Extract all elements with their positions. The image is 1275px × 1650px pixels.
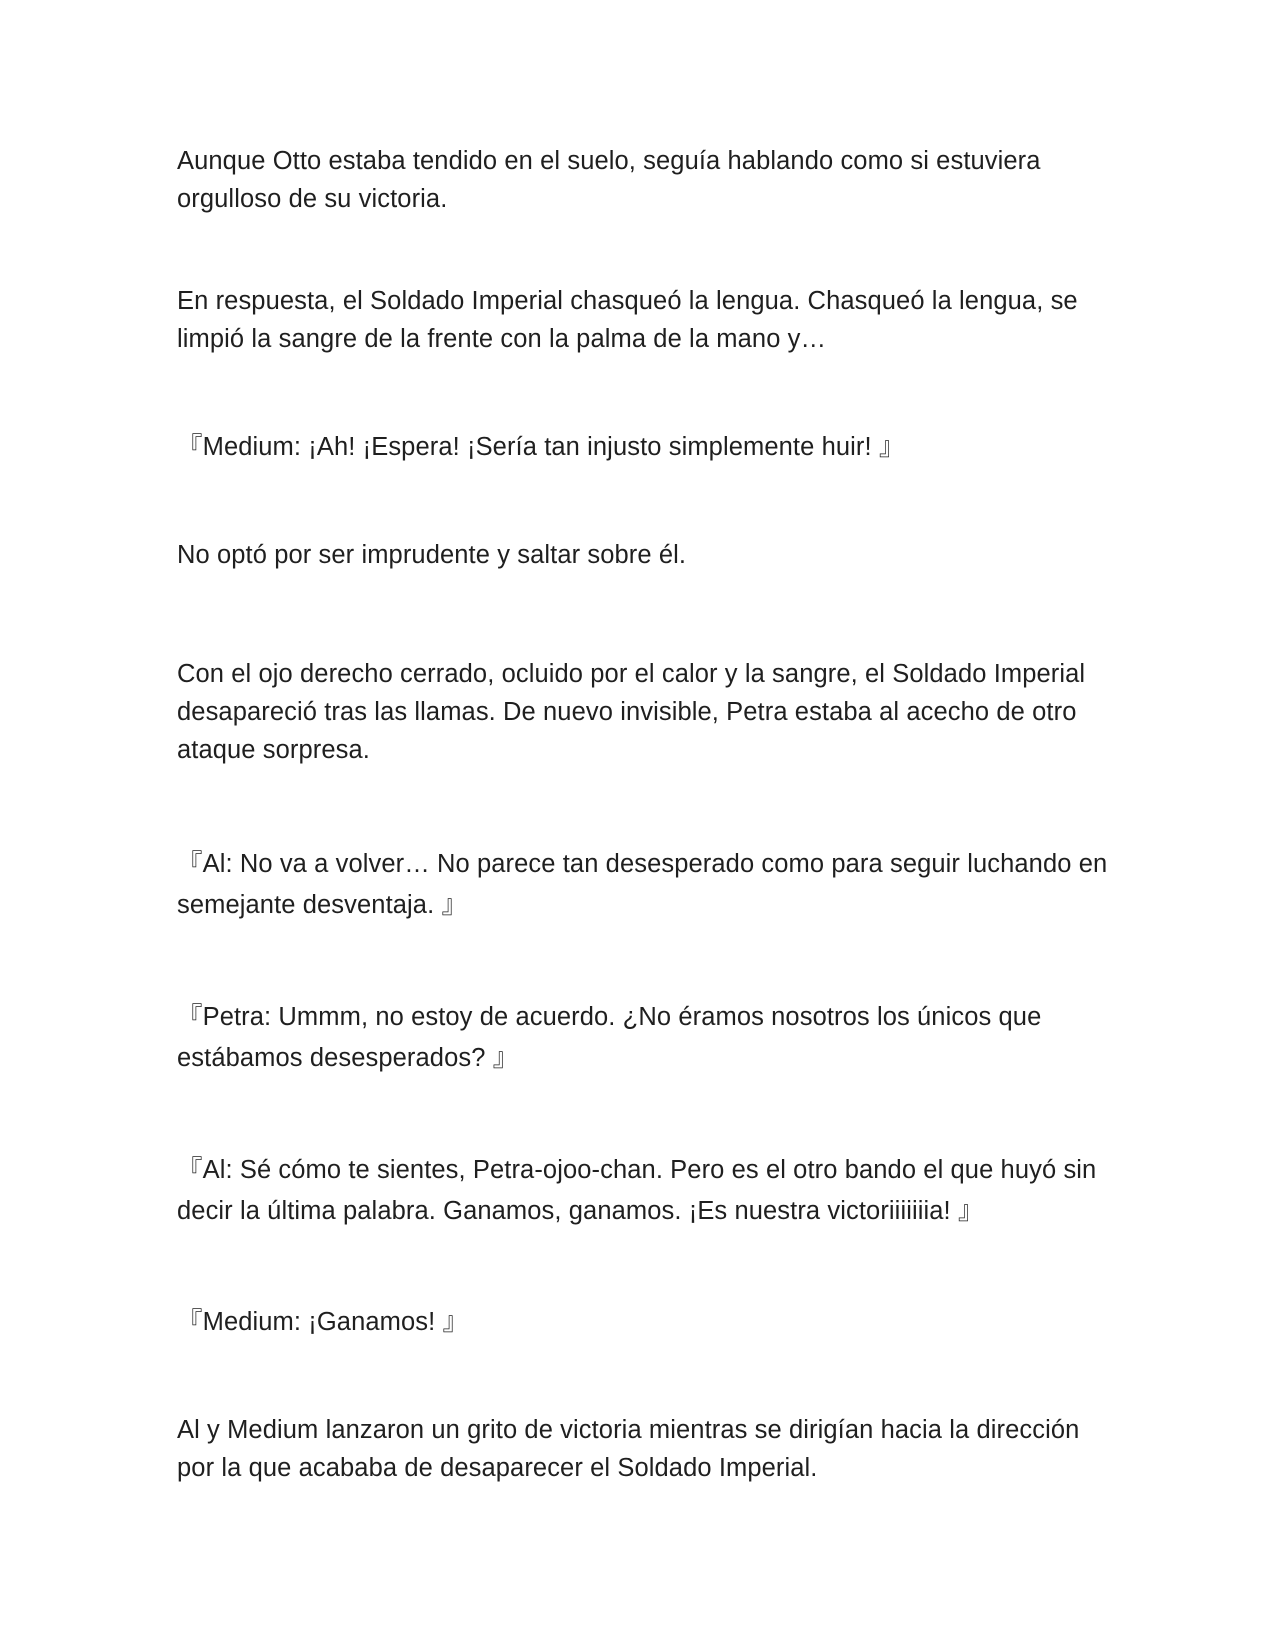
dialogue-medium-ganamos: 『Medium: ¡Ganamos! 』	[177, 1308, 469, 1336]
dialogue-al-victoria: 『Al: Sé cómo te sientes, Petra-ojoo-chan. Pero es el otro bando el que huyó sin decir la última palabra. Ganamos, ganamos. ¡Es nuestra victoriiiiiiia! 』	[177, 1156, 1097, 1225]
dialogue-petra-no-estoy-de-acuerdo: 『Petra: Ummm, no estoy de acuerdo. ¿No éramos nosotros los únicos que estábamos desesperados? 』	[177, 1003, 1042, 1072]
dialogue-medium-espera: 『Medium: ¡Ah! ¡Espera! ¡Sería tan injusto simplemente huir! 』	[177, 433, 905, 461]
paragraph-otto-tendido: Aunque Otto estaba tendido en el suelo, seguía hablando como si estuviera orgulloso de su victoria.	[177, 147, 1041, 213]
paragraph-grito-victoria: Al y Medium lanzaron un grito de victoria mientras se dirigían hacia la dirección por la que acababa de desaparecer el Soldado Imperial.	[177, 1416, 1080, 1482]
paragraph-no-opto: No optó por ser imprudente y saltar sobre él.	[177, 541, 687, 569]
paragraph-ojo-derecho: Con el ojo derecho cerrado, ocluido por el calor y la sangre, el Soldado Imperial desapareció tras las llamas. De nuevo invisible, Petra estaba al acecho de otro ataque sorpresa.	[177, 660, 1086, 764]
dialogue-al-no-va-a-volver: 『Al: No va a volver… No parece tan desesperado como para seguir luchando en semejante desventaja. 』	[177, 850, 1108, 919]
paragraph-soldado-chasqueo: En respuesta, el Soldado Imperial chasqueó la lengua. Chasqueó la lengua, se limpió la sangre de la frente con la palma de la mano y…	[177, 287, 1078, 353]
